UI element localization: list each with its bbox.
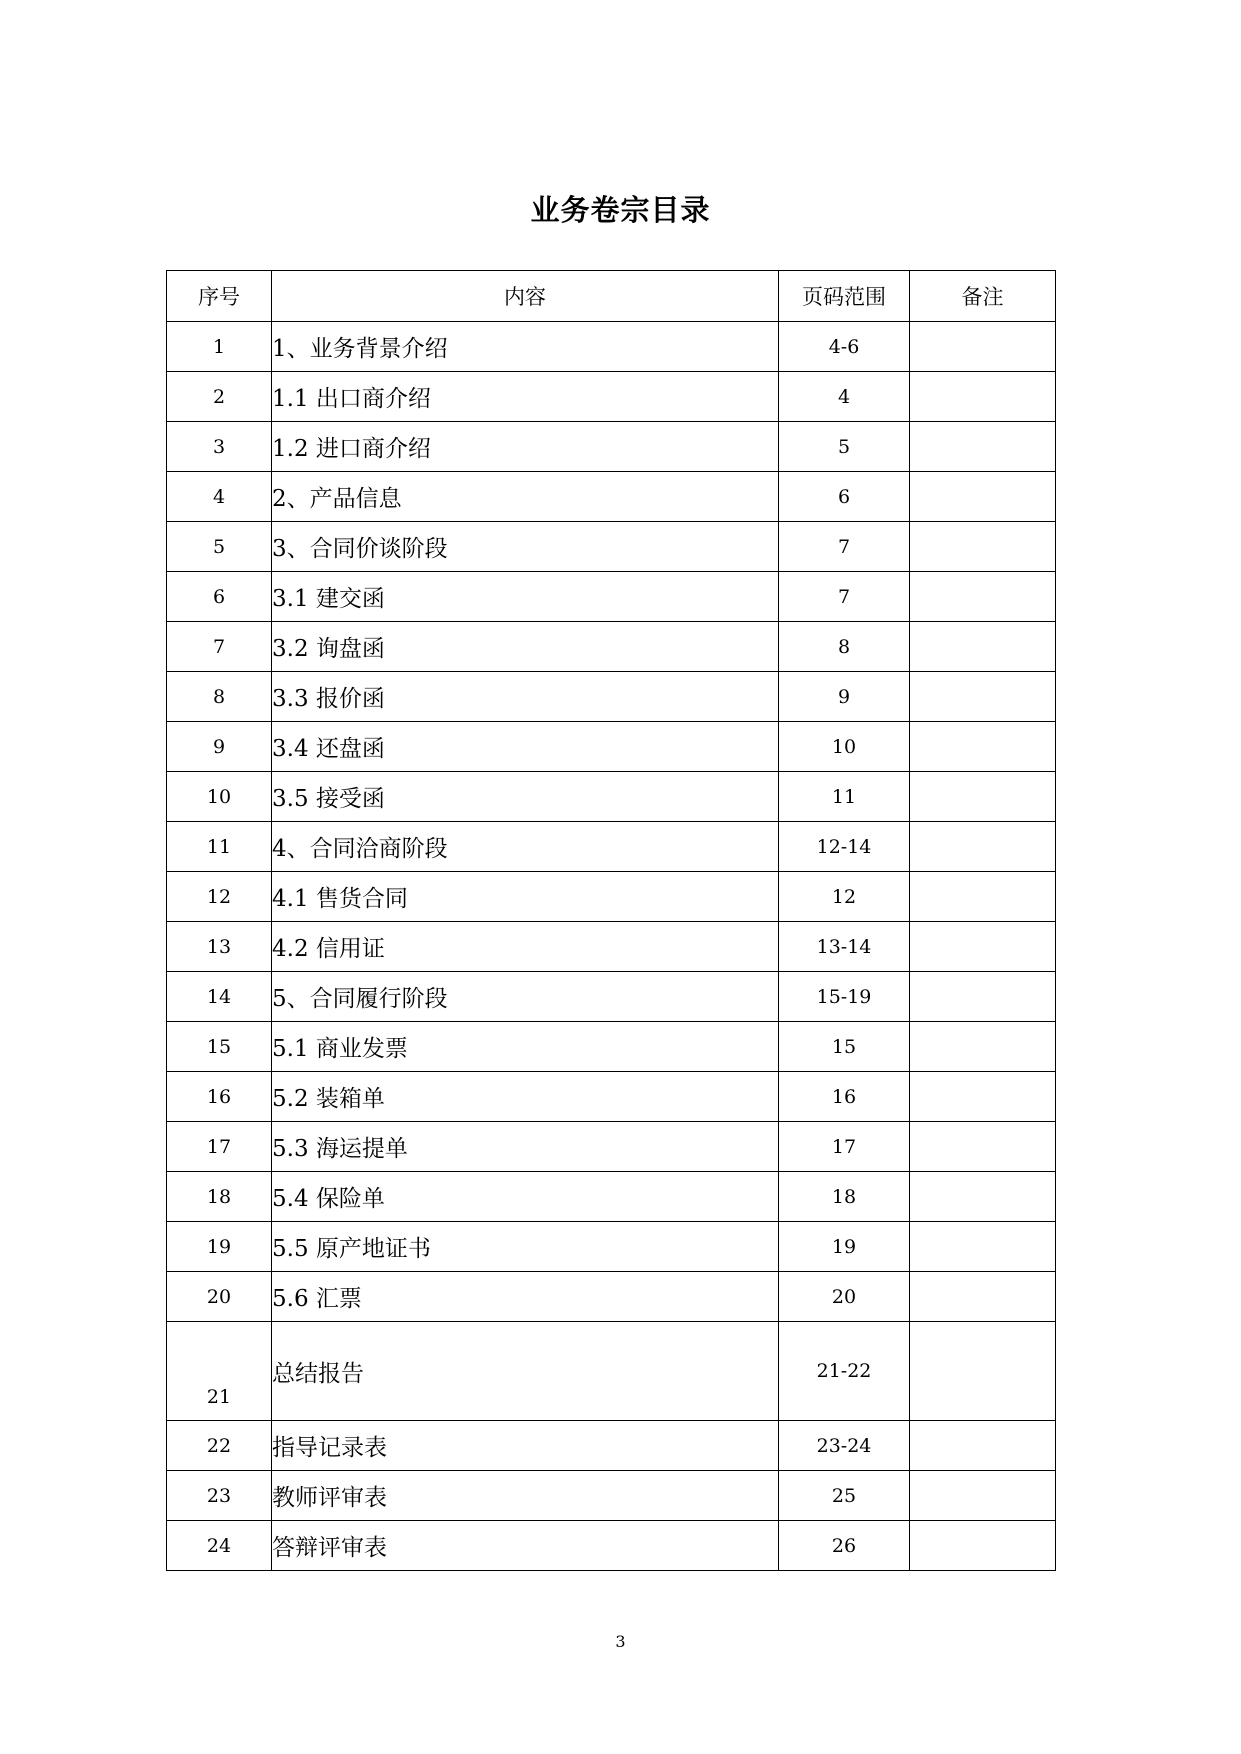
pages-cell: 7 (779, 522, 910, 572)
header-index: 序号 (167, 271, 272, 322)
table-row (167, 1421, 1056, 1471)
table-row (167, 1172, 1056, 1222)
remarks-cell (910, 1072, 1056, 1122)
table-row (167, 722, 1056, 772)
index-cell: 16 (167, 1072, 272, 1122)
index-cell: 4 (167, 472, 272, 522)
content-cell: 5.3 海运提单 (272, 1122, 779, 1172)
content-cell: 5.6 汇票 (272, 1272, 779, 1322)
pages-cell: 12-14 (779, 822, 910, 872)
index-cell: 5 (167, 522, 272, 572)
content-cell: 4.1 售货合同 (272, 872, 779, 922)
remarks-cell (910, 872, 1056, 922)
content-cell: 1、业务背景介绍 (272, 322, 779, 372)
table-row (167, 672, 1056, 722)
content-cell: 3.1 建交函 (272, 572, 779, 622)
content-cell: 指导记录表 (272, 1421, 779, 1471)
remarks-cell (910, 1421, 1056, 1471)
pages-cell: 9 (779, 672, 910, 722)
content-cell: 5.5 原产地证书 (272, 1222, 779, 1272)
index-cell: 1 (167, 322, 272, 372)
header-content: 内容 (272, 271, 779, 322)
pages-cell: 25 (779, 1471, 910, 1521)
table-row (167, 572, 1056, 622)
content-cell: 5.2 装箱单 (272, 1072, 779, 1122)
table-row (167, 1322, 1056, 1421)
pages-cell: 26 (779, 1521, 910, 1571)
content-cell: 3.4 还盘函 (272, 722, 779, 772)
pages-cell: 19 (779, 1222, 910, 1272)
content-cell: 3.5 接受函 (272, 772, 779, 822)
content-cell: 5.4 保险单 (272, 1172, 779, 1222)
index-cell: 11 (167, 822, 272, 872)
remarks-cell (910, 1172, 1056, 1222)
table-row (167, 1471, 1056, 1521)
pages-cell: 6 (779, 472, 910, 522)
index-cell: 18 (167, 1172, 272, 1222)
remarks-cell (910, 1272, 1056, 1322)
index-cell: 12 (167, 872, 272, 922)
index-cell: 8 (167, 672, 272, 722)
header-pages: 页码范围 (779, 271, 910, 322)
remarks-cell (910, 672, 1056, 722)
index-cell: 23 (167, 1471, 272, 1521)
table-row (167, 1072, 1056, 1122)
page-title: 业务卷宗目录 (530, 193, 711, 227)
table-row (167, 1122, 1056, 1172)
remarks-cell (910, 372, 1056, 422)
pages-cell: 21-22 (779, 1322, 910, 1421)
table-row (167, 972, 1056, 1022)
header-row (167, 271, 1056, 322)
content-cell: 2、产品信息 (272, 472, 779, 522)
remarks-cell (910, 572, 1056, 622)
index-cell: 15 (167, 1022, 272, 1072)
pages-cell: 12 (779, 872, 910, 922)
pages-cell: 15 (779, 1022, 910, 1072)
table-row (167, 1022, 1056, 1072)
pages-cell: 13-14 (779, 922, 910, 972)
index-cell: 21 (167, 1322, 272, 1421)
table-row (167, 822, 1056, 872)
content-cell: 答辩评审表 (272, 1521, 779, 1571)
remarks-cell (910, 472, 1056, 522)
content-cell: 1.1 出口商介绍 (272, 372, 779, 422)
pages-cell: 20 (779, 1272, 910, 1322)
remarks-cell (910, 522, 1056, 572)
content-cell: 总结报告 (272, 1322, 779, 1421)
page-number: 3 (615, 1632, 626, 1651)
content-cell: 3.3 报价函 (272, 672, 779, 722)
index-cell: 6 (167, 572, 272, 622)
table-row (167, 422, 1056, 472)
pages-cell: 16 (779, 1072, 910, 1122)
pages-cell: 15-19 (779, 972, 910, 1022)
content-cell: 5.1 商业发票 (272, 1022, 779, 1072)
pages-cell: 8 (779, 622, 910, 672)
content-cell: 5、合同履行阶段 (272, 972, 779, 1022)
remarks-cell (910, 772, 1056, 822)
pages-cell: 10 (779, 722, 910, 772)
index-cell: 10 (167, 772, 272, 822)
toc-body (167, 322, 1056, 1571)
header-remarks: 备注 (910, 271, 1056, 322)
remarks-cell (910, 1471, 1056, 1521)
remarks-cell (910, 322, 1056, 372)
content-cell: 4、合同洽商阶段 (272, 822, 779, 872)
content-cell: 1.2 进口商介绍 (272, 422, 779, 472)
content-cell: 教师评审表 (272, 1471, 779, 1521)
index-cell: 9 (167, 722, 272, 772)
pages-cell: 11 (779, 772, 910, 822)
table-row (167, 872, 1056, 922)
table-row (167, 1272, 1056, 1322)
remarks-cell (910, 1222, 1056, 1272)
index-cell: 22 (167, 1421, 272, 1471)
remarks-cell (910, 1122, 1056, 1172)
remarks-cell (910, 972, 1056, 1022)
table-row (167, 922, 1056, 972)
index-cell: 19 (167, 1222, 272, 1272)
content-cell: 4.2 信用证 (272, 922, 779, 972)
index-cell: 2 (167, 372, 272, 422)
pages-cell: 4-6 (779, 322, 910, 372)
pages-cell: 5 (779, 422, 910, 472)
table-row (167, 322, 1056, 372)
table-row (167, 1222, 1056, 1272)
pages-cell: 7 (779, 572, 910, 622)
table-row (167, 772, 1056, 822)
table-row (167, 472, 1056, 522)
index-cell: 13 (167, 922, 272, 972)
remarks-cell (910, 1322, 1056, 1421)
remarks-cell (910, 822, 1056, 872)
pages-cell: 17 (779, 1122, 910, 1172)
pages-cell: 18 (779, 1172, 910, 1222)
remarks-cell (910, 1521, 1056, 1571)
toc-table (166, 270, 1056, 1571)
content-cell: 3.2 询盘函 (272, 622, 779, 672)
remarks-cell (910, 1022, 1056, 1072)
pages-cell: 23-24 (779, 1421, 910, 1471)
remarks-cell (910, 422, 1056, 472)
table-row (167, 372, 1056, 422)
index-cell: 24 (167, 1521, 272, 1571)
table-row (167, 522, 1056, 572)
remarks-cell (910, 922, 1056, 972)
index-cell: 3 (167, 422, 272, 472)
content-cell: 3、合同价谈阶段 (272, 522, 779, 572)
remarks-cell (910, 622, 1056, 672)
index-cell: 7 (167, 622, 272, 672)
index-cell: 17 (167, 1122, 272, 1172)
index-cell: 14 (167, 972, 272, 1022)
table-row (167, 1521, 1056, 1571)
pages-cell: 4 (779, 372, 910, 422)
index-cell: 20 (167, 1272, 272, 1322)
table-row (167, 622, 1056, 672)
remarks-cell (910, 722, 1056, 772)
